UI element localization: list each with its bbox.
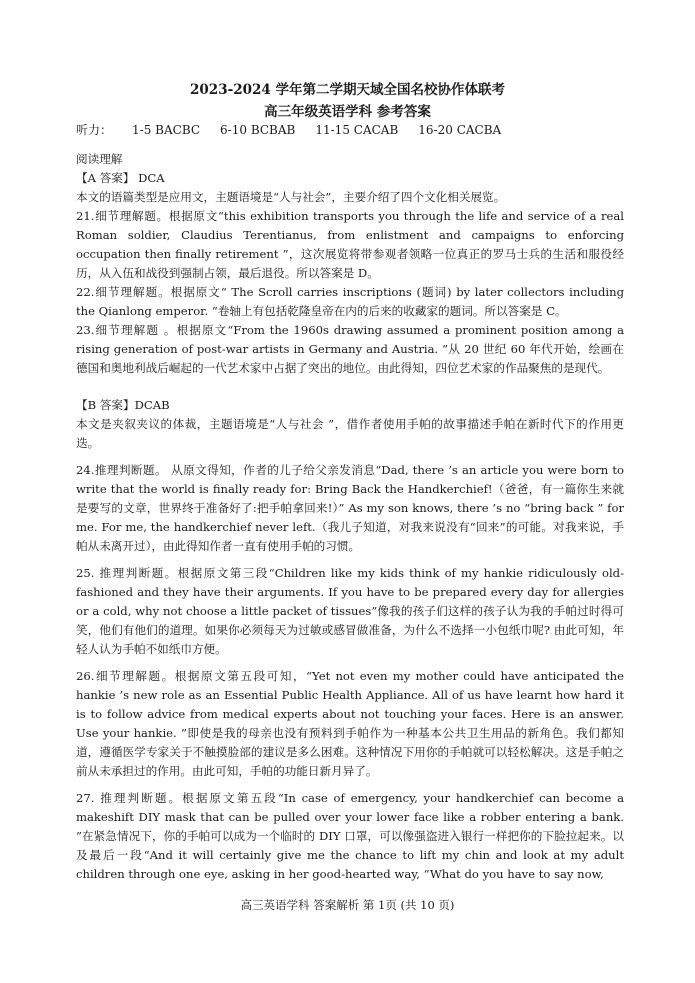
question-25-explanation: 25. 推理判断题。根据原文第三段“Children like my kids think of my hankie ridiculously old-fashioned and they have their arguments. If you have to be prepared every day for allergies or a cold, why not choose a little packet of tissues”像我的孩子们这样的孩子认为我的手帕过时得可笑，他们有他们的道理。如果你必须每天为过敏或感冒做准备，为什么不选择一小包纸巾呢? 由此可知，年轻人认为手帕不如纸巾方便。 (76, 566, 624, 656)
question-26-explanation: 26.细节理解题。根据原文第五段可知，“Yet not even my mother could have anticipated the hankie ’s new role as an Essential Public Health Appliance. All of us have learnt how hard it is to follow advice from medical experts about not touching your faces. Here is an answer. Use your hankie. ”即使是我的母亲也没有预料到手帕作为一种基本公共卫生用品的新角色。我们都知道，遵循医学专家关于不触摸脸部的建议是多么困难。这种情况下用你的手帕就可以轻松解决。这是手帕之前从未承担过的作用。由此可知，手帕的功能日新月异了。 (76, 669, 624, 778)
listening-answers (76, 121, 521, 138)
passage-a-intro: 本文的语篇类型是应用文，主题语境是“人与社会”，主要介绍了四个文化相关展览。 (76, 190, 506, 204)
passage-a-answer: 【A 答案】 DCA (76, 171, 165, 185)
page-footer: 高三英语学科 答案解析 第 1页 (共 10 页) (240, 898, 455, 912)
listening-group-2: 6-10 BCBAB (220, 123, 296, 137)
listening-group-3: 11-15 CACAB (315, 123, 399, 137)
reading-section (76, 150, 624, 884)
passage-b-answer: 【B 答案】DCAB (76, 398, 170, 412)
page-subtitle: 高三年级英语学科 参考答案 (264, 104, 431, 120)
listening-group-1: 1-5 BACBC (132, 123, 201, 137)
listening-label: 听力： (76, 123, 113, 137)
page-title: 2023-2024 学年第二学期天域全国名校协作体联考 (190, 82, 505, 98)
question-21-explanation: 21.细节理解题。根据原文“this exhibition transports you through the life and service of a real Roman soldier, Claudius Terentianus, from enlistment and campaigns to enforcing occupation then finally retirement ”，这次展览将带参观者领略一位真正的罗马士兵的生活和服役经历，从入伍和战役到强制占领，最后退役。所以答案是 D。 (76, 209, 624, 280)
section-heading: 阅读理解 (76, 152, 123, 166)
passage-b-intro: 本文是夹叙夹议的体裁，主题语境是“人与社会 ”，借作者使用手帕的故事描述手帕在新时代下的作用更迭。 (76, 417, 624, 450)
question-27-explanation: 27. 推理判断题。根据原文第五段“In case of emergency, your handkerchief can become a makeshift DIY mask that can be pulled over your lower face like a robber entering a bank. ”在紧急情况下，你的手帕可以成为一个临时的 DIY 口罩，可以像强盗进入银行一样把你的下脸拉起来。以及最后一段“And it will certainly give me the chance to lift my chin and look at my adult children through one eye, asking in her good-hearted way, “What do you have to say now, (76, 791, 624, 881)
question-22-explanation: 22.细节理解题。根据原文“ The Scroll carries inscriptions (题词) by later collectors including the Qianlong emperor. ”卷轴上有包括乾隆皇帝在内的后来的收藏家的题词。所以答案是 C。 (76, 285, 624, 318)
question-23-explanation: 23.细节理解题 。根据原文“From the 1960s drawing assumed a prominent position among a rising generation of post-war artists in Germany and Austria. ”从 20 世纪 60 年代开始，绘画在德国和奥地利战后崛起的一代艺术家中占据了突出的地位。由此得知，四位艺术家的作品聚焦的是现代。 (76, 323, 624, 375)
question-24-explanation: 24.推理判断题。 从原文得知，作者的儿子给父亲发消息“Dad, there ’s an article you were born to write that the world is finally ready for: Bring Back the Handkerchief!（爸爸，有一篇你生来就是要写的文章，世界终于准备好了:把手帕拿回来!）” As my son knows, there ’s no “bring back ” for me. For me, the handkerchief never left.（我儿子知道，对我来说没有“回来”的可能。对我来说，手帕从未离开过），由此得知作者一直有使用手帕的习惯。 (76, 463, 624, 553)
listening-group-4: 16-20 CACBA (418, 123, 502, 137)
